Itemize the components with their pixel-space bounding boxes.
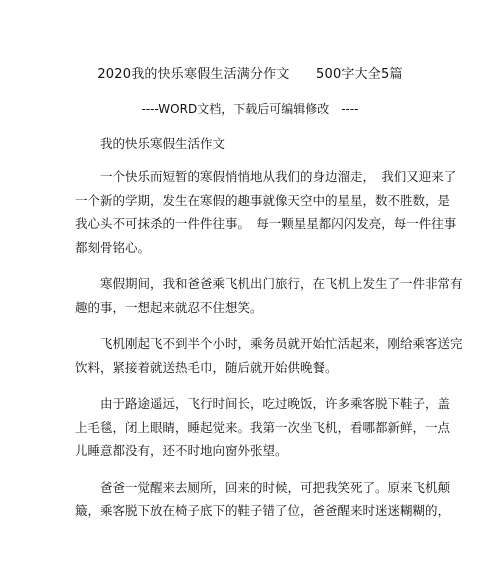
paragraph: [75, 332, 463, 379]
paragraph: [75, 272, 463, 319]
paragraph: [75, 392, 451, 463]
text-line: 趣的事，一想起来就忍不住想笑。: [75, 299, 263, 315]
text-line: 一个快乐而短暂的寒假悄悄地从我们的身边溜走， 我们又迎来了: [75, 169, 457, 184]
essay-body: [75, 165, 463, 536]
text-line: 都刻骨铭心。: [75, 239, 151, 255]
paragraph: [75, 476, 451, 523]
text-line: 由于路途遥远，飞行时间长，吃过晚饭，许多乘客脱下鞋子，盖: [75, 396, 451, 411]
text-line: 飞机刚起飞不到半个小时，乘务员就开始忙活起来，刚给乘客送完: [75, 336, 463, 351]
text-line: 爸爸一觉醒来去厕所，回来的时候，可把我笑死了。原来飞机颠: [75, 479, 451, 495]
text-line: 簸，乘客脱下放在椅子底下的鞋子错了位，爸爸醒来时迷迷糊糊的，: [75, 503, 451, 518]
essay-heading: 我的快乐寒假生活作文: [100, 136, 226, 151]
text-line: 一个新的学期，发生在寒假的趣事就像天空中的星星，数不胜数，是: [75, 192, 451, 208]
text-line: 我心头不可抹杀的一件件往事。 每一颗星星都闪闪发亮，每一件往事: [75, 216, 457, 231]
page-bottom-fade: [0, 551, 500, 565]
document-subtitle: ----WORD文档，下载后可编辑修改 ----: [141, 102, 359, 116]
text-line: 儿睡意都没有，还不时地向窗外张望。: [75, 443, 288, 458]
text-line: 上毛毯，闭上眼睛，睡起觉来。我第一次坐飞机，看哪都新鲜，一点: [75, 419, 451, 435]
text-line: 饮料，紧接着就送热毛巾，随后就开始供晚餐。: [75, 359, 338, 375]
document-title: 2020我的快乐寒假生活满分作文 500字大全5篇: [97, 67, 403, 82]
text-line: 寒假期间，我和爸爸乘飞机出门旅行，在飞机上发生了一件非常有: [75, 276, 463, 291]
paragraph: [75, 165, 457, 259]
